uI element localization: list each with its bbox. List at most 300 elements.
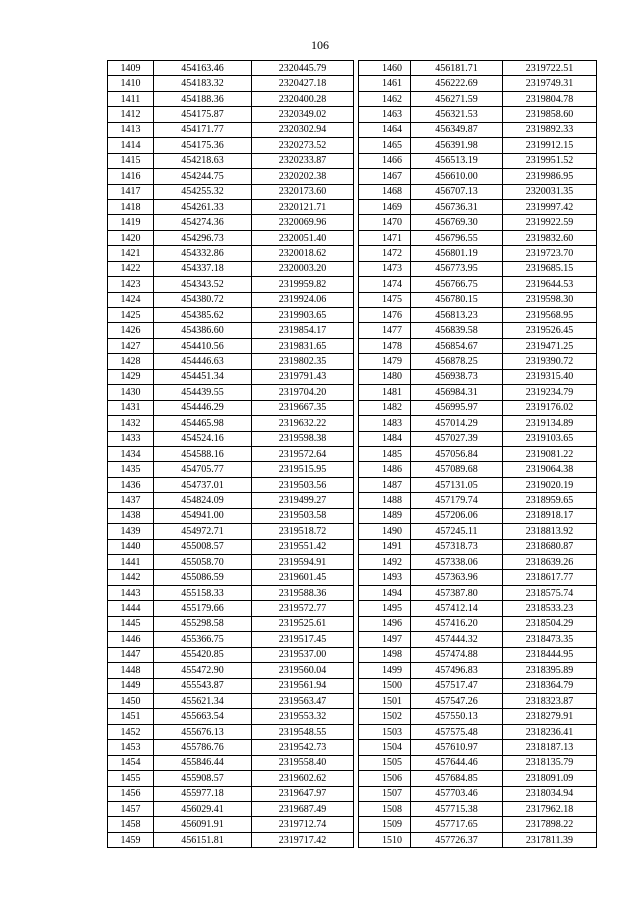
- point-number-cell: 1465: [359, 138, 411, 153]
- table-row: [108, 724, 354, 739]
- y-coordinate-cell: 2318504.29: [503, 616, 597, 631]
- table-row: [108, 802, 354, 817]
- point-number-cell: 1444: [108, 601, 154, 616]
- x-coordinate-cell: 457684.85: [411, 771, 503, 786]
- y-coordinate-cell: 2319560.04: [252, 663, 354, 678]
- y-coordinate-cell: 2319064.38: [503, 462, 597, 477]
- point-number-cell: 1456: [108, 786, 154, 801]
- table-row: [108, 570, 354, 585]
- table-row: [108, 539, 354, 554]
- y-coordinate-cell: 2319791.43: [252, 369, 354, 384]
- x-coordinate-cell: 455786.76: [154, 740, 252, 755]
- y-coordinate-cell: 2320202.38: [252, 169, 354, 184]
- y-coordinate-cell: 2319134.89: [503, 416, 597, 431]
- table-row: [359, 277, 597, 292]
- y-coordinate-cell: 2320427.18: [252, 76, 354, 91]
- x-coordinate-cell: 454385.62: [154, 308, 252, 323]
- point-number-cell: 1485: [359, 446, 411, 461]
- page-number: 106: [311, 38, 329, 52]
- table-row: [359, 740, 597, 755]
- point-number-cell: 1507: [359, 786, 411, 801]
- y-coordinate-cell: 2320031.35: [503, 184, 597, 199]
- table-row: [359, 61, 597, 76]
- x-coordinate-cell: 456839.58: [411, 323, 503, 338]
- x-coordinate-cell: 456938.73: [411, 369, 503, 384]
- point-number-cell: 1478: [359, 338, 411, 353]
- point-number-cell: 1413: [108, 122, 154, 137]
- x-coordinate-cell: 457387.80: [411, 585, 503, 600]
- table-row: [108, 832, 354, 847]
- x-coordinate-cell: 454410.56: [154, 338, 252, 353]
- point-number-cell: 1506: [359, 771, 411, 786]
- point-number-cell: 1508: [359, 802, 411, 817]
- x-coordinate-cell: 456029.41: [154, 802, 252, 817]
- point-number-cell: 1466: [359, 153, 411, 168]
- point-number-cell: 1439: [108, 524, 154, 539]
- x-coordinate-cell: 457089.68: [411, 462, 503, 477]
- point-number-cell: 1435: [108, 462, 154, 477]
- table-row: [359, 555, 597, 570]
- y-coordinate-cell: 2319802.35: [252, 354, 354, 369]
- y-coordinate-cell: 2319553.32: [252, 709, 354, 724]
- table-row: [359, 786, 597, 801]
- x-coordinate-cell: 457474.88: [411, 647, 503, 662]
- x-coordinate-cell: 457179.74: [411, 493, 503, 508]
- x-coordinate-cell: 455977.18: [154, 786, 252, 801]
- x-coordinate-cell: 457575.48: [411, 724, 503, 739]
- point-number-cell: 1469: [359, 199, 411, 214]
- x-coordinate-cell: 454446.63: [154, 354, 252, 369]
- point-number-cell: 1412: [108, 107, 154, 122]
- table-row: [359, 230, 597, 245]
- point-number-cell: 1453: [108, 740, 154, 755]
- x-coordinate-cell: 454588.16: [154, 446, 252, 461]
- x-coordinate-cell: 456984.31: [411, 385, 503, 400]
- y-coordinate-cell: 2319563.47: [252, 693, 354, 708]
- x-coordinate-cell: 455366.75: [154, 632, 252, 647]
- table-row: [359, 693, 597, 708]
- table-row: [359, 802, 597, 817]
- x-coordinate-cell: 457416.20: [411, 616, 503, 631]
- y-coordinate-cell: 2318639.26: [503, 555, 597, 570]
- point-number-cell: 1420: [108, 230, 154, 245]
- y-coordinate-cell: 2319601.45: [252, 570, 354, 585]
- x-coordinate-cell: 454332.86: [154, 246, 252, 261]
- x-coordinate-cell: 457056.84: [411, 446, 503, 461]
- table-row: [359, 647, 597, 662]
- y-coordinate-cell: 2319537.00: [252, 647, 354, 662]
- y-coordinate-cell: 2317811.39: [503, 832, 597, 847]
- table-row: [359, 338, 597, 353]
- point-number-cell: 1479: [359, 354, 411, 369]
- y-coordinate-cell: 2319503.58: [252, 508, 354, 523]
- table-row: [108, 215, 354, 230]
- x-coordinate-cell: 454296.73: [154, 230, 252, 245]
- y-coordinate-cell: 2319390.72: [503, 354, 597, 369]
- y-coordinate-cell: 2319499.27: [252, 493, 354, 508]
- x-coordinate-cell: 456222.69: [411, 76, 503, 91]
- point-number-cell: 1446: [108, 632, 154, 647]
- y-coordinate-cell: 2319315.40: [503, 369, 597, 384]
- table-row: [359, 354, 597, 369]
- y-coordinate-cell: 2319561.94: [252, 678, 354, 693]
- x-coordinate-cell: 454175.36: [154, 138, 252, 153]
- point-number-cell: 1431: [108, 400, 154, 415]
- table-row: [108, 338, 354, 353]
- x-coordinate-cell: 454737.01: [154, 477, 252, 492]
- point-number-cell: 1448: [108, 663, 154, 678]
- y-coordinate-cell: 2319717.42: [252, 832, 354, 847]
- point-number-cell: 1476: [359, 308, 411, 323]
- table-row: [108, 755, 354, 770]
- y-coordinate-cell: 2318034.94: [503, 786, 597, 801]
- y-coordinate-cell: 2318575.74: [503, 585, 597, 600]
- table-row: [108, 91, 354, 106]
- y-coordinate-cell: 2319749.31: [503, 76, 597, 91]
- y-coordinate-cell: 2319854.17: [252, 323, 354, 338]
- y-coordinate-cell: 2319951.52: [503, 153, 597, 168]
- point-number-cell: 1461: [359, 76, 411, 91]
- point-number-cell: 1499: [359, 663, 411, 678]
- y-coordinate-cell: 2319959.82: [252, 277, 354, 292]
- point-number-cell: 1445: [108, 616, 154, 631]
- point-number-cell: 1460: [359, 61, 411, 76]
- y-coordinate-cell: 2319685.15: [503, 261, 597, 276]
- x-coordinate-cell: 454163.46: [154, 61, 252, 76]
- point-number-cell: 1470: [359, 215, 411, 230]
- x-coordinate-cell: 455420.85: [154, 647, 252, 662]
- table-row: [108, 740, 354, 755]
- y-coordinate-cell: 2319704.20: [252, 385, 354, 400]
- point-number-cell: 1441: [108, 555, 154, 570]
- table-row: [108, 663, 354, 678]
- y-coordinate-cell: 2319081.22: [503, 446, 597, 461]
- point-number-cell: 1422: [108, 261, 154, 276]
- y-coordinate-cell: 2319471.25: [503, 338, 597, 353]
- x-coordinate-cell: 457610.97: [411, 740, 503, 755]
- point-number-cell: 1443: [108, 585, 154, 600]
- y-coordinate-cell: 2318395.89: [503, 663, 597, 678]
- table-row: [359, 122, 597, 137]
- table-row: [108, 647, 354, 662]
- table-row: [108, 632, 354, 647]
- x-coordinate-cell: 455676.13: [154, 724, 252, 739]
- y-coordinate-cell: 2318959.65: [503, 493, 597, 508]
- point-number-cell: 1497: [359, 632, 411, 647]
- x-coordinate-cell: 454255.32: [154, 184, 252, 199]
- point-number-cell: 1429: [108, 369, 154, 384]
- x-coordinate-cell: 454183.32: [154, 76, 252, 91]
- x-coordinate-cell: 454941.00: [154, 508, 252, 523]
- point-number-cell: 1430: [108, 385, 154, 400]
- point-number-cell: 1492: [359, 555, 411, 570]
- y-coordinate-cell: 2319503.56: [252, 477, 354, 492]
- x-coordinate-cell: 454705.77: [154, 462, 252, 477]
- x-coordinate-cell: 455663.54: [154, 709, 252, 724]
- y-coordinate-cell: 2319542.73: [252, 740, 354, 755]
- point-number-cell: 1426: [108, 323, 154, 338]
- point-number-cell: 1482: [359, 400, 411, 415]
- y-coordinate-cell: 2318813.92: [503, 524, 597, 539]
- point-number-cell: 1488: [359, 493, 411, 508]
- table-row: [108, 555, 354, 570]
- point-number-cell: 1416: [108, 169, 154, 184]
- x-coordinate-cell: 454343.52: [154, 277, 252, 292]
- x-coordinate-cell: 454218.63: [154, 153, 252, 168]
- y-coordinate-cell: 2319551.42: [252, 539, 354, 554]
- point-number-cell: 1462: [359, 91, 411, 106]
- point-number-cell: 1504: [359, 740, 411, 755]
- table-row: [359, 817, 597, 832]
- table-row: [108, 771, 354, 786]
- x-coordinate-cell: 454465.98: [154, 416, 252, 431]
- y-coordinate-cell: 2320302.94: [252, 122, 354, 137]
- table-row: [359, 446, 597, 461]
- table-row: [359, 462, 597, 477]
- table-row: [108, 261, 354, 276]
- table-row: [359, 539, 597, 554]
- table-row: [359, 400, 597, 415]
- y-coordinate-cell: 2319667.35: [252, 400, 354, 415]
- y-coordinate-cell: 2318135.79: [503, 755, 597, 770]
- point-number-cell: 1475: [359, 292, 411, 307]
- y-coordinate-cell: 2320018.62: [252, 246, 354, 261]
- point-number-cell: 1505: [359, 755, 411, 770]
- point-number-cell: 1409: [108, 61, 154, 76]
- x-coordinate-cell: 454261.33: [154, 199, 252, 214]
- table-row: [108, 462, 354, 477]
- table-row: [108, 446, 354, 461]
- x-coordinate-cell: 454171.77: [154, 122, 252, 137]
- x-coordinate-cell: 456707.13: [411, 184, 503, 199]
- table-row: [359, 508, 597, 523]
- point-number-cell: 1495: [359, 601, 411, 616]
- table-row: [359, 153, 597, 168]
- y-coordinate-cell: 2318473.35: [503, 632, 597, 647]
- point-number-cell: 1480: [359, 369, 411, 384]
- table-row: [108, 416, 354, 431]
- y-coordinate-cell: 2319924.06: [252, 292, 354, 307]
- x-coordinate-cell: 457496.83: [411, 663, 503, 678]
- y-coordinate-cell: 2319687.49: [252, 802, 354, 817]
- point-number-cell: 1498: [359, 647, 411, 662]
- table-row: [359, 678, 597, 693]
- table-row: [359, 199, 597, 214]
- point-number-cell: 1410: [108, 76, 154, 91]
- y-coordinate-cell: 2319548.55: [252, 724, 354, 739]
- table-row: [359, 369, 597, 384]
- y-coordinate-cell: 2319525.61: [252, 616, 354, 631]
- point-number-cell: 1411: [108, 91, 154, 106]
- point-number-cell: 1487: [359, 477, 411, 492]
- x-coordinate-cell: 456801.19: [411, 246, 503, 261]
- x-coordinate-cell: 454446.29: [154, 400, 252, 415]
- x-coordinate-cell: 454380.72: [154, 292, 252, 307]
- table-row: [108, 678, 354, 693]
- y-coordinate-cell: 2318236.41: [503, 724, 597, 739]
- point-number-cell: 1449: [108, 678, 154, 693]
- point-number-cell: 1473: [359, 261, 411, 276]
- x-coordinate-cell: 456349.87: [411, 122, 503, 137]
- point-number-cell: 1500: [359, 678, 411, 693]
- table-row: [359, 431, 597, 446]
- x-coordinate-cell: 454337.18: [154, 261, 252, 276]
- point-number-cell: 1471: [359, 230, 411, 245]
- x-coordinate-cell: 454175.87: [154, 107, 252, 122]
- x-coordinate-cell: 456513.19: [411, 153, 503, 168]
- x-coordinate-cell: 457517.47: [411, 678, 503, 693]
- table-row: [359, 724, 597, 739]
- x-coordinate-cell: 457547.26: [411, 693, 503, 708]
- x-coordinate-cell: 454972.71: [154, 524, 252, 539]
- y-coordinate-cell: 2319558.40: [252, 755, 354, 770]
- y-coordinate-cell: 2320273.52: [252, 138, 354, 153]
- x-coordinate-cell: 456995.97: [411, 400, 503, 415]
- x-coordinate-cell: 457245.11: [411, 524, 503, 539]
- x-coordinate-cell: 456271.59: [411, 91, 503, 106]
- y-coordinate-cell: 2319986.95: [503, 169, 597, 184]
- table-row: [108, 230, 354, 245]
- x-coordinate-cell: 456181.71: [411, 61, 503, 76]
- x-coordinate-cell: 455158.33: [154, 585, 252, 600]
- table-row: [359, 601, 597, 616]
- table-row: [108, 308, 354, 323]
- table-row: [359, 323, 597, 338]
- table-row: [359, 76, 597, 91]
- y-coordinate-cell: 2319723.70: [503, 246, 597, 261]
- table-row: [108, 524, 354, 539]
- table-row: [108, 601, 354, 616]
- y-coordinate-cell: 2320003.20: [252, 261, 354, 276]
- y-coordinate-cell: 2319515.95: [252, 462, 354, 477]
- point-number-cell: 1502: [359, 709, 411, 724]
- table-row: [359, 261, 597, 276]
- y-coordinate-cell: 2320400.28: [252, 91, 354, 106]
- x-coordinate-cell: 456796.55: [411, 230, 503, 245]
- y-coordinate-cell: 2319234.79: [503, 385, 597, 400]
- y-coordinate-cell: 2319722.51: [503, 61, 597, 76]
- table-row: [359, 663, 597, 678]
- point-number-cell: 1438: [108, 508, 154, 523]
- coordinates-table-right: [358, 60, 597, 848]
- point-number-cell: 1486: [359, 462, 411, 477]
- point-number-cell: 1501: [359, 693, 411, 708]
- y-coordinate-cell: 2319832.60: [503, 230, 597, 245]
- x-coordinate-cell: 457014.29: [411, 416, 503, 431]
- x-coordinate-cell: 454386.60: [154, 323, 252, 338]
- y-coordinate-cell: 2319518.72: [252, 524, 354, 539]
- table-row: [108, 122, 354, 137]
- point-number-cell: 1481: [359, 385, 411, 400]
- x-coordinate-cell: 454274.36: [154, 215, 252, 230]
- x-coordinate-cell: 455008.57: [154, 539, 252, 554]
- y-coordinate-cell: 2319517.45: [252, 632, 354, 647]
- y-coordinate-cell: 2320121.71: [252, 199, 354, 214]
- y-coordinate-cell: 2319572.77: [252, 601, 354, 616]
- x-coordinate-cell: 456321.53: [411, 107, 503, 122]
- point-number-cell: 1415: [108, 153, 154, 168]
- y-coordinate-cell: 2319912.15: [503, 138, 597, 153]
- table-row: [359, 585, 597, 600]
- point-number-cell: 1494: [359, 585, 411, 600]
- table-row: [359, 524, 597, 539]
- table-row: [359, 308, 597, 323]
- y-coordinate-cell: 2318323.87: [503, 693, 597, 708]
- point-number-cell: 1447: [108, 647, 154, 662]
- table-row: [108, 292, 354, 307]
- y-coordinate-cell: 2320445.79: [252, 61, 354, 76]
- table-row: [108, 277, 354, 292]
- y-coordinate-cell: 2318187.13: [503, 740, 597, 755]
- y-coordinate-cell: 2318533.23: [503, 601, 597, 616]
- table-row: [359, 493, 597, 508]
- y-coordinate-cell: 2318279.91: [503, 709, 597, 724]
- x-coordinate-cell: 456769.30: [411, 215, 503, 230]
- point-number-cell: 1464: [359, 122, 411, 137]
- table-row: [108, 323, 354, 338]
- table-row: [108, 786, 354, 801]
- x-coordinate-cell: 455298.58: [154, 616, 252, 631]
- y-coordinate-cell: 2317898.22: [503, 817, 597, 832]
- point-number-cell: 1459: [108, 832, 154, 847]
- point-number-cell: 1428: [108, 354, 154, 369]
- table-row: [359, 107, 597, 122]
- x-coordinate-cell: 457206.06: [411, 508, 503, 523]
- x-coordinate-cell: 454824.09: [154, 493, 252, 508]
- table-row: [108, 107, 354, 122]
- y-coordinate-cell: 2318091.09: [503, 771, 597, 786]
- x-coordinate-cell: 457726.37: [411, 832, 503, 847]
- y-coordinate-cell: 2319804.78: [503, 91, 597, 106]
- point-number-cell: 1477: [359, 323, 411, 338]
- x-coordinate-cell: 457338.06: [411, 555, 503, 570]
- x-coordinate-cell: 456878.25: [411, 354, 503, 369]
- point-number-cell: 1474: [359, 277, 411, 292]
- point-number-cell: 1419: [108, 215, 154, 230]
- table-row: [108, 246, 354, 261]
- y-coordinate-cell: 2319020.19: [503, 477, 597, 492]
- y-coordinate-cell: 2319176.02: [503, 400, 597, 415]
- table-row: [359, 138, 597, 153]
- y-coordinate-cell: 2320173.60: [252, 184, 354, 199]
- table-row: [108, 709, 354, 724]
- point-number-cell: 1490: [359, 524, 411, 539]
- table-row: [108, 153, 354, 168]
- table-row: [108, 616, 354, 631]
- table-row: [359, 169, 597, 184]
- y-coordinate-cell: 2318680.87: [503, 539, 597, 554]
- table-row: [359, 616, 597, 631]
- y-coordinate-cell: 2319903.65: [252, 308, 354, 323]
- y-coordinate-cell: 2319598.38: [252, 431, 354, 446]
- point-number-cell: 1455: [108, 771, 154, 786]
- point-number-cell: 1423: [108, 277, 154, 292]
- x-coordinate-cell: 457644.46: [411, 755, 503, 770]
- x-coordinate-cell: 455472.90: [154, 663, 252, 678]
- table-row: [359, 416, 597, 431]
- y-coordinate-cell: 2319568.95: [503, 308, 597, 323]
- y-coordinate-cell: 2317962.18: [503, 802, 597, 817]
- y-coordinate-cell: 2318364.79: [503, 678, 597, 693]
- point-number-cell: 1434: [108, 446, 154, 461]
- x-coordinate-cell: 456780.15: [411, 292, 503, 307]
- x-coordinate-cell: 455543.87: [154, 678, 252, 693]
- point-number-cell: 1424: [108, 292, 154, 307]
- table-row: [359, 632, 597, 647]
- table-row: [359, 184, 597, 199]
- x-coordinate-cell: 454188.36: [154, 91, 252, 106]
- x-coordinate-cell: 455179.66: [154, 601, 252, 616]
